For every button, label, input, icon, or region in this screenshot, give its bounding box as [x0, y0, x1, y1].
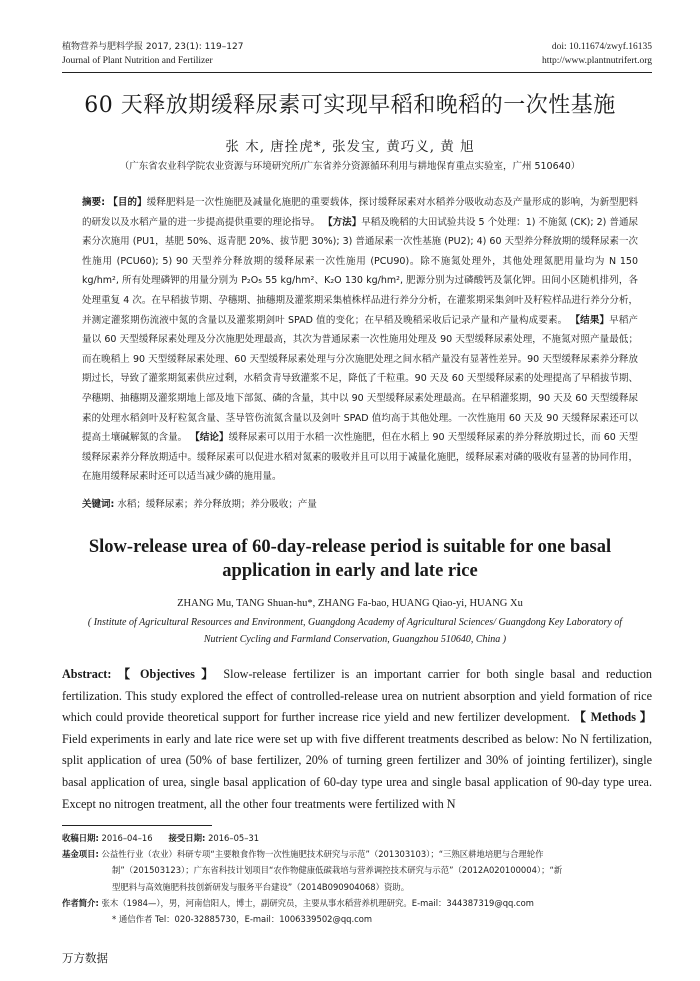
journal-url[interactable]: http://www.plantnutrifert.org [541, 56, 652, 66]
authors-en: ZHANG Mu, TANG Shuan-hu*, ZHANG Fa-bao, HUANG Qiao-yi, HUANG Xu [177, 598, 523, 609]
running-header [62, 40, 652, 70]
header-divider [62, 72, 652, 73]
keywords-cn-label: 关键词: [82, 499, 115, 510]
objectives-text-en: Slow-release fertilizer is an important carrier for both single basal and reduction fertilization. This study explored the effect of controlled-release urea on nutrient absorption and yield formation of rice which could provide theoretical support for further increase rice yield and new fertilizer development. [62, 667, 653, 725]
objectives-label-en: 【 Objectives 】 [117, 667, 217, 681]
journal-citation [62, 40, 243, 68]
objective-text-cn: 缓释肥料是一次性施肥及减量化施肥的重要载体，探讨缓释尿素对水稻养分吸收动态及产量形成的影响，为新型肥料的研发以及水稻产量的进一步提高提供重要的理论指导。 [82, 197, 638, 228]
author-bio [62, 895, 652, 927]
keywords-cn [82, 496, 638, 510]
journal-name-en: Journal of Plant Nutrition and Fertilizer [62, 56, 213, 66]
funding-label: 基金项目: [62, 849, 99, 860]
results-text-cn: 早稻产量以 60 天型缓释尿素处理及分次施肥处理最高，其次为普通尿素一次性施用处理及 90 天型缓释尿素处理，不施氮对照产量最低；而在晚稻上 90 天型缓释尿素处理、60 天型缓释尿素处理与分次施肥处理之间水稻产量没有显著性差异。90 天型缓释尿素养分释放期过长，导致了灌浆期氮素供应过剩，水稻贪青导致灌浆不足，降低了千粒重。90 天及 60 天型缓释尿素的处理提高了早稻拔节期、孕穗期、抽穗期及灌浆期地上部及地下部氮、磷的含量，其中以 90 天型缓释尿素处理最高。在早稻灌浆期，90 天及 60 天型缓释尿素的处理水稻剑叶及籽粒氮含量、茎导管伤流氮含量以及剑叶 SPAD 值均高于其他处理。一次性施用 60 天及 90 天缓释尿素还可以提高土壤碱解氮的含量。 [82, 314, 638, 444]
conclusion-text-cn: 缓释尿素可以用于水稻一次性施肥，但在水稻上 90 天型缓释尿素的养分释放期过长，而 60 天型缓释尿素养分释放期适中。缓释尿素可以促进水稻对氮素的吸收并且可以用于减量化施肥，缓释尿素对磷的吸收有显著的协同作用，在施用缓释尿素时还可以适当减少磷的施用量。 [82, 432, 638, 483]
methods-text-en: Field experiments in early and late rice were set up with five different treatments described as below: No N fertilization, split application of urea (50% of base fertilizer, 20% of turning green fertilizer and 30% of jointing fertilizer), single basal application of urea, single basal application of 60-day type urea and single basal application of 90-day type urea. Except no nitrogen treatment, all the other four treatments were fertilized with N [62, 731, 652, 811]
title-en: Slow-release urea of 60-day-release period is suitable for one basal application in early and late rice [88, 537, 612, 581]
abstract-cn [82, 193, 638, 487]
dates-line [62, 830, 652, 846]
title-cn: 60 天释放期缓释尿素可实现早稻和晚稻的一次性基施 [84, 93, 616, 118]
funding-line-3: 型肥料与高效施肥科技创新研发与服务平台建设”（2014B090904068）资助。 [112, 881, 410, 892]
journal-links [542, 40, 652, 68]
corresponding-author: * 通信作者 Tel：020-32885730，E-mail：1006339502@qq.com [112, 914, 373, 925]
footnotes [62, 830, 652, 927]
abstract-cn-label: 摘要: [82, 197, 106, 208]
journal-name-cn: 植物营养与肥料学报 2017, 23(1): 119–127 [62, 42, 244, 52]
methods-text-cn: 早稻及晚稻的大田试验共设 5 个处理：1) 不施氮 (CK); 2) 普通尿素分次施用 (PU1，基肥 50%、返青肥 20%、拔节肥 30%); 3) 普通尿素一次性基施 (PU2); 4) 60 天型养分释放期的缓释尿素一次性施用 (PCU60); 5) 90 天型养分释放期的缓释尿素一次性施用 (PCU90)。除不施氮处理外，其他处理氮肥用量均为 N 150 kg/hm², 所有处理磷钾的用量分别为 P₂O₅ 55 kg/hm²、K₂O 130 kg/hm², 肥源分别为过磷酸钙及氯化钾。田间小区随机排列，各处理重复 4 次。在早稻拔节期、孕穗期、抽穗期及灌浆期采集植株样品进行养分分析，在灌浆期采集剑叶及籽粒样品进行养分分析，并测定灌浆期伤流液中氮的含量以及灌浆期剑叶 SPAD 值的变化；在早稻及晚稻采收后记录产量和产量构成要素。 [82, 216, 638, 326]
abstract-en-label: Abstract: [62, 667, 112, 681]
funding-line-2: 制”（201503123）；广东省科技计划项目“农作物健康低碳栽培与营养调控技术研究与示范”（2012A020100004）；“新 [112, 865, 563, 876]
funding [62, 846, 652, 895]
results-label-cn: 【结果】 [570, 314, 610, 326]
doi[interactable]: doi: 10.11674/zwyf.16135 [551, 42, 652, 52]
abstract-en [62, 664, 652, 815]
accepted-date: 2016–05–31 [208, 833, 260, 843]
received-date: 2016–04–16 [101, 833, 153, 843]
wanfang-watermark: 万方数据 [62, 951, 108, 965]
author-bio-line-1: 张木（1984—），男，河南信阳人，博士，副研究员，主要从事水稻营养机理研究。E-mail：344387319@qq.com [101, 897, 534, 908]
affiliation-en: ( Institute of Agricultural Resources and Environment, Guangdong Academy of Agricultural Sciences/ Guangdong Key Laboratory of Nutrient Cycling and Farmland Conservation, Guangzhou 510640, China ) [87, 617, 623, 645]
accepted-label: 接受日期: [168, 833, 206, 843]
conclusion-label-cn: 【结论】 [190, 432, 229, 444]
keywords-cn-text: 水稻；缓释尿素；养分释放期；养分吸收；产量 [117, 499, 317, 510]
funding-line-1: 公益性行业（农业）科研专项“主要粮食作物一次性施肥技术研究与示范”（201303103）；“三熟区耕地培肥与合理轮作 [101, 849, 544, 860]
received-label: 收稿日期: [62, 833, 99, 843]
objective-label-cn: 【目的】 [108, 197, 147, 208]
authors-cn: 张 木, 唐拴虎*, 张发宝, 黄巧义, 黄 旭 [225, 139, 475, 155]
author-bio-label: 作者简介: [62, 897, 99, 908]
affiliation-cn: （广东省农业科学院农业资源与环境研究所/广东省养分资源循环利用与耕地保育重点实验室，广州 510640） [119, 161, 581, 172]
methods-label-en: 【 Methods 】 [573, 710, 652, 725]
footnote-divider [62, 825, 212, 826]
methods-label-cn: 【方法】 [323, 216, 362, 228]
